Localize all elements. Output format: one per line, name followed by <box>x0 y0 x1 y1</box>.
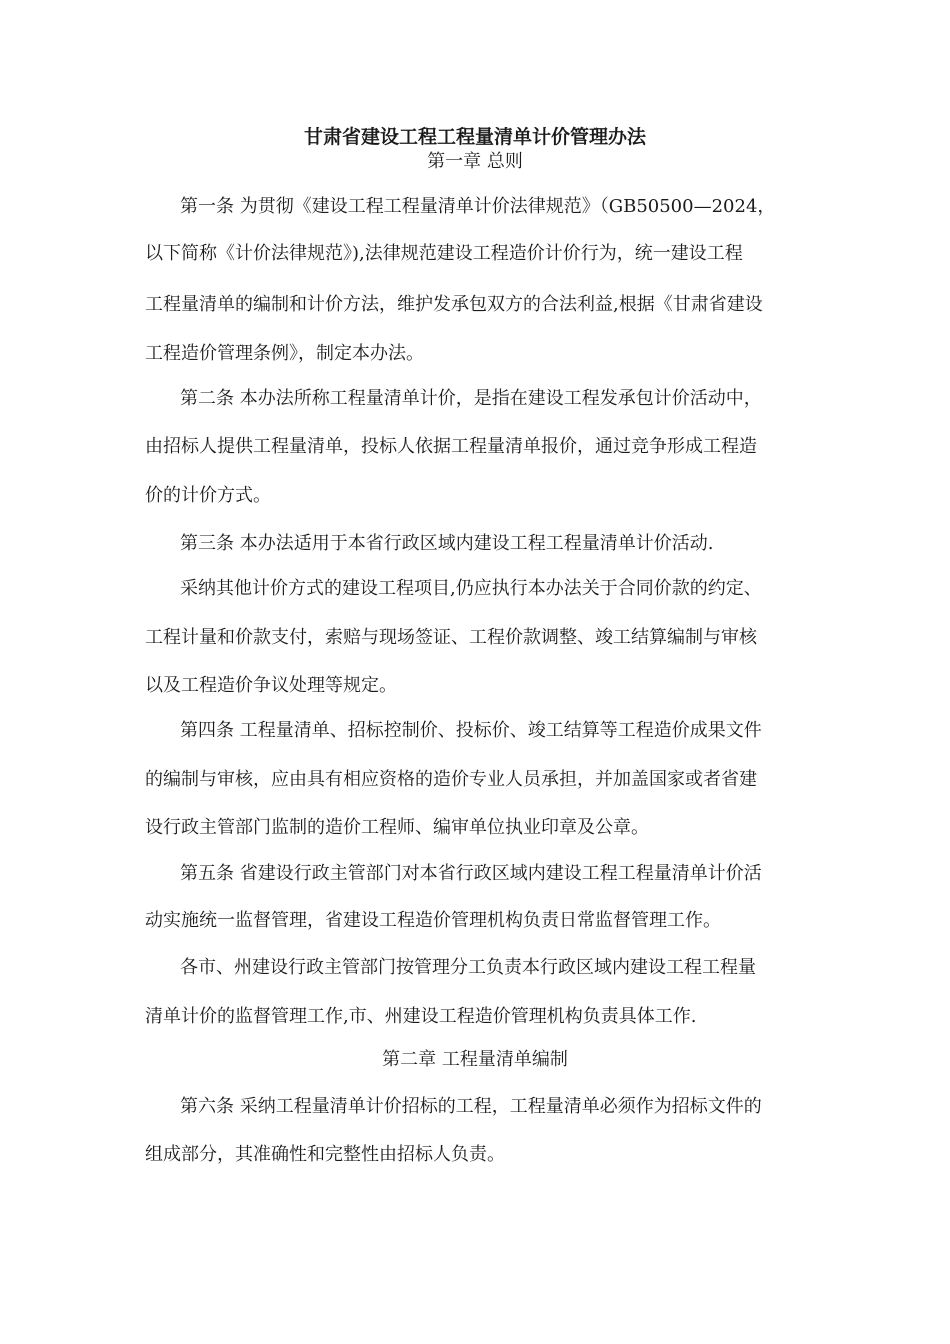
text-line: 由招标人提供工程量清单，投标人依据工程量清单报价，通过竞争形成工程造 <box>145 436 757 457</box>
chapter-heading-2: 第二章 工程量清单编制 <box>382 1049 568 1070</box>
text-line: 第一条 为贯彻《建设工程工程量清单计价法律规范》（GB50500—2024， <box>180 196 776 217</box>
text-line: 工程量清单的编制和计价方法，维护发承包双方的合法利益,根据《甘肃省建设 <box>145 294 763 315</box>
text-line: 的编制与审核，应由具有相应资格的造价专业人员承担，并加盖国家或者省建 <box>145 769 757 790</box>
text-line: 工程计量和价款支付，索赔与现场签证、工程价款调整、竣工结算编制与审核 <box>145 627 757 648</box>
text-line: 工程造价管理条例》，制定本办法。 <box>145 343 424 364</box>
text-line: 动实施统一监督管理，省建设工程造价管理机构负责日常监督管理工作。 <box>145 910 721 931</box>
text-line: 清单计价的监督管理工作,市、州建设工程造价管理机构负责具体工作. <box>145 1006 697 1027</box>
text-line: 第二条 本办法所称工程量清单计价，是指在建设工程发承包计价活动中， <box>180 388 762 409</box>
text-line: 第六条 采纳工程量清单计价招标的工程，工程量清单必须作为招标文件的 <box>180 1096 762 1117</box>
text-line: 第五条 省建设行政主管部门对本省行政区域内建设工程工程量清单计价活 <box>180 863 762 884</box>
text-line: 第四条 工程量清单、招标控制价、投标价、竣工结算等工程造价成果文件 <box>180 720 762 741</box>
text-line: 以下简称《计价法律规范》),法律规范建设工程造价计价行为，统一建设工程 <box>145 243 743 264</box>
text-line: 第三条 本办法适用于本省行政区域内建设工程工程量清单计价活动. <box>180 533 714 554</box>
text-line: 以及工程造价争议处理等规定。 <box>145 675 397 696</box>
document-title: 甘肃省建设工程工程量清单计价管理办法 <box>303 126 646 148</box>
text-line: 采纳其他计价方式的建设工程项目,仍应执行本办法关于合同价款的约定、 <box>180 578 762 599</box>
text-line: 设行政主管部门监制的造价工程师、编审单位执业印章及公章。 <box>145 817 649 838</box>
text-line: 组成部分，其准确性和完整性由招标人负责。 <box>145 1144 505 1165</box>
text-line: 各市、州建设行政主管部门按管理分工负责本行政区域内建设工程工程量 <box>180 957 756 978</box>
chapter-heading-1: 第一章 总则 <box>427 151 523 172</box>
text-line: 价的计价方式。 <box>145 485 271 506</box>
